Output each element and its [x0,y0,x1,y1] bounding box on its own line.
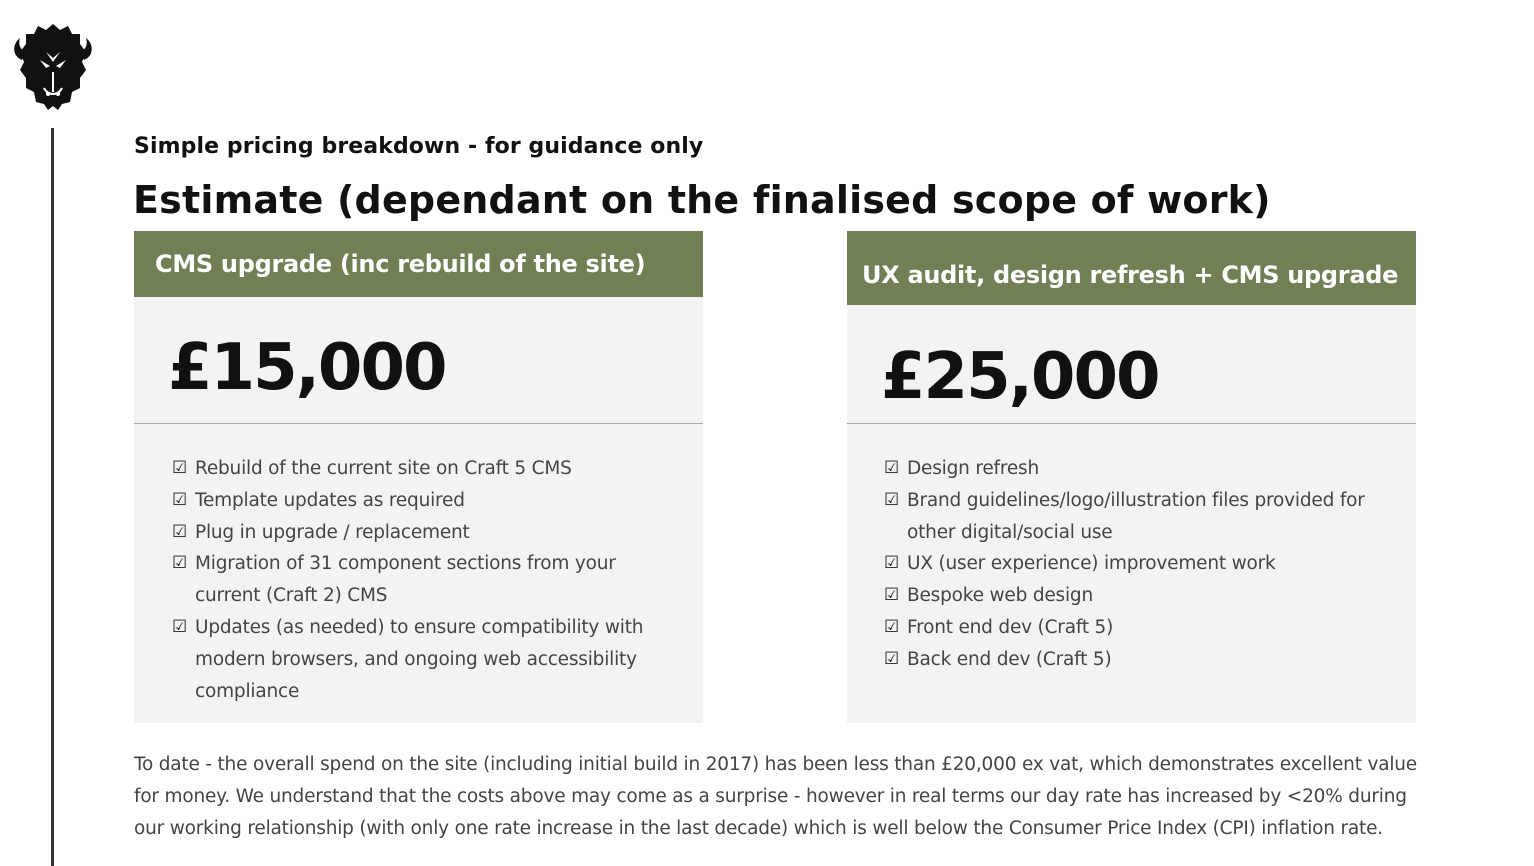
checkbox-checked-icon: ☑ [172,616,188,637]
feature-item: ☑ Plug in upgrade / replacement [172,517,672,549]
feature-item: ☑ Design refresh [884,453,1384,485]
price-value: £15,000 [168,331,446,405]
left-divider-line [51,128,54,866]
footer-note: To date - the overall spend on the site (including initial build in 2017) has been less than £20,000 ex vat, which demonstrates excellent value for money. We understand that the costs above may come as a surprise - however in real terms our day rate has increased by <20% during our working relationship (with only one rate increase in the last decade) which is well below the Consumer Price Index (CPI) inflation rate. [134,754,1417,839]
feature-list-cms-upgrade [172,453,672,707]
price-area [134,297,703,424]
checkbox-checked-icon: ☑ [884,553,900,574]
feature-item: ☑ Rebuild of the current site on Craft 5 CMS [172,453,672,485]
feature-item: ☑ Template updates as required [172,485,672,517]
card-heading: CMS upgrade (inc rebuild of the site) [134,231,703,297]
price-value: £25,000 [881,340,1159,414]
feature-item: ☑ Front end dev (Craft 5) [884,612,1384,644]
feature-item: ☑ Migration of 31 component sections from your current (Craft 2) CMS [172,548,640,612]
page-subtitle: Simple pricing breakdown - for guidance only [134,134,704,159]
checkbox-checked-icon: ☑ [172,553,188,574]
card-heading: UX audit, design refresh + CMS upgrade [847,231,1416,305]
checkbox-checked-icon: ☑ [884,585,900,606]
checkbox-checked-icon: ☑ [884,489,900,510]
checkbox-checked-icon: ☑ [172,489,188,510]
checkbox-checked-icon: ☑ [172,521,188,542]
bison-head-icon [10,22,96,112]
feature-item: ☑ Updates (as needed) to ensure compatibility with modern browsers, and ongoing web accessibility compliance [172,612,670,707]
checkbox-checked-icon: ☑ [884,616,900,637]
feature-list-ux-design-cms [884,453,1384,676]
checkbox-checked-icon: ☑ [884,458,900,478]
feature-item: ☑ Brand guidelines/logo/illustration files provided for other digital/social use [884,485,1397,549]
feature-item: ☑ Bespoke web design [884,580,1384,612]
feature-item: ☑ Back end dev (Craft 5) [884,644,1384,676]
price-area [847,305,1416,424]
page-title: Estimate (dependant on the finalised scope of work) [133,178,1271,222]
feature-item: ☑ UX (user experience) improvement work [884,548,1384,580]
checkbox-checked-icon: ☑ [172,458,188,478]
checkbox-checked-icon: ☑ [884,648,900,669]
